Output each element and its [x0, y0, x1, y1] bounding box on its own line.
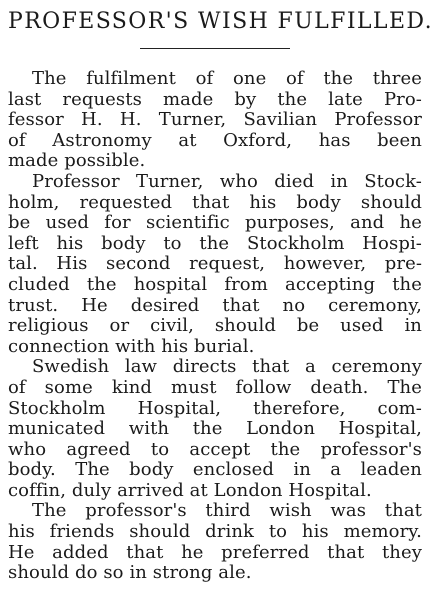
text-line: connection with his burial.: [8, 335, 255, 357]
text-line: The fulfilment of one of the three: [32, 68, 422, 89]
headline-divider: [140, 48, 290, 49]
text-line: Swedish law directs that a ceremony: [32, 356, 422, 378]
text-line: tal. His second request, however, pre-: [8, 253, 422, 275]
text-line: last requests made by the late Pro-: [8, 88, 422, 110]
text-line: coffin, duly arrived at London Hospital.: [8, 479, 372, 501]
headline: PROFESSOR'S WISH FULFILLED.: [8, 9, 434, 34]
text-line: of Astronomy at Oxford, has been: [8, 129, 422, 151]
text-line: municated with the London Hospital,: [8, 418, 422, 440]
text-line: religious or civil, should be used in: [8, 315, 422, 337]
paragraph-4: [8, 501, 422, 583]
text-line: holm, requested that his body should: [8, 191, 422, 213]
text-line: cluded the hospital from accepting the: [8, 273, 422, 295]
text-line: be used for scientific purposes, and he: [8, 212, 422, 234]
text-line: The professor's third wish was that: [32, 500, 422, 522]
text-line: He added that he preferred that they: [8, 541, 422, 563]
text-line: made possible.: [8, 150, 146, 172]
text-line: trust. He desired that no ceremony,: [8, 294, 422, 316]
text-line: Professor Turner, who died in Stock-: [32, 170, 422, 192]
text-line: left his body to the Stockholm Hospi-: [8, 232, 422, 254]
paragraph-1: [8, 69, 422, 172]
paragraph-2: [8, 172, 422, 357]
text-line: his friends should drink to his memory.: [8, 521, 422, 543]
text-line: who agreed to accept the professor's: [8, 438, 422, 460]
text-line: Stockholm Hospital, therefore, com-: [8, 397, 422, 419]
article-body: [8, 69, 422, 584]
text-line: body. The body enclosed in a leaden: [8, 459, 422, 481]
text-line: fessor H. H. Turner, Savilian Professor: [8, 109, 422, 131]
text-line: should do so in strong ale.: [8, 562, 252, 584]
text-line: of some kind must follow death. The: [8, 376, 422, 398]
paragraph-3: [8, 357, 422, 501]
